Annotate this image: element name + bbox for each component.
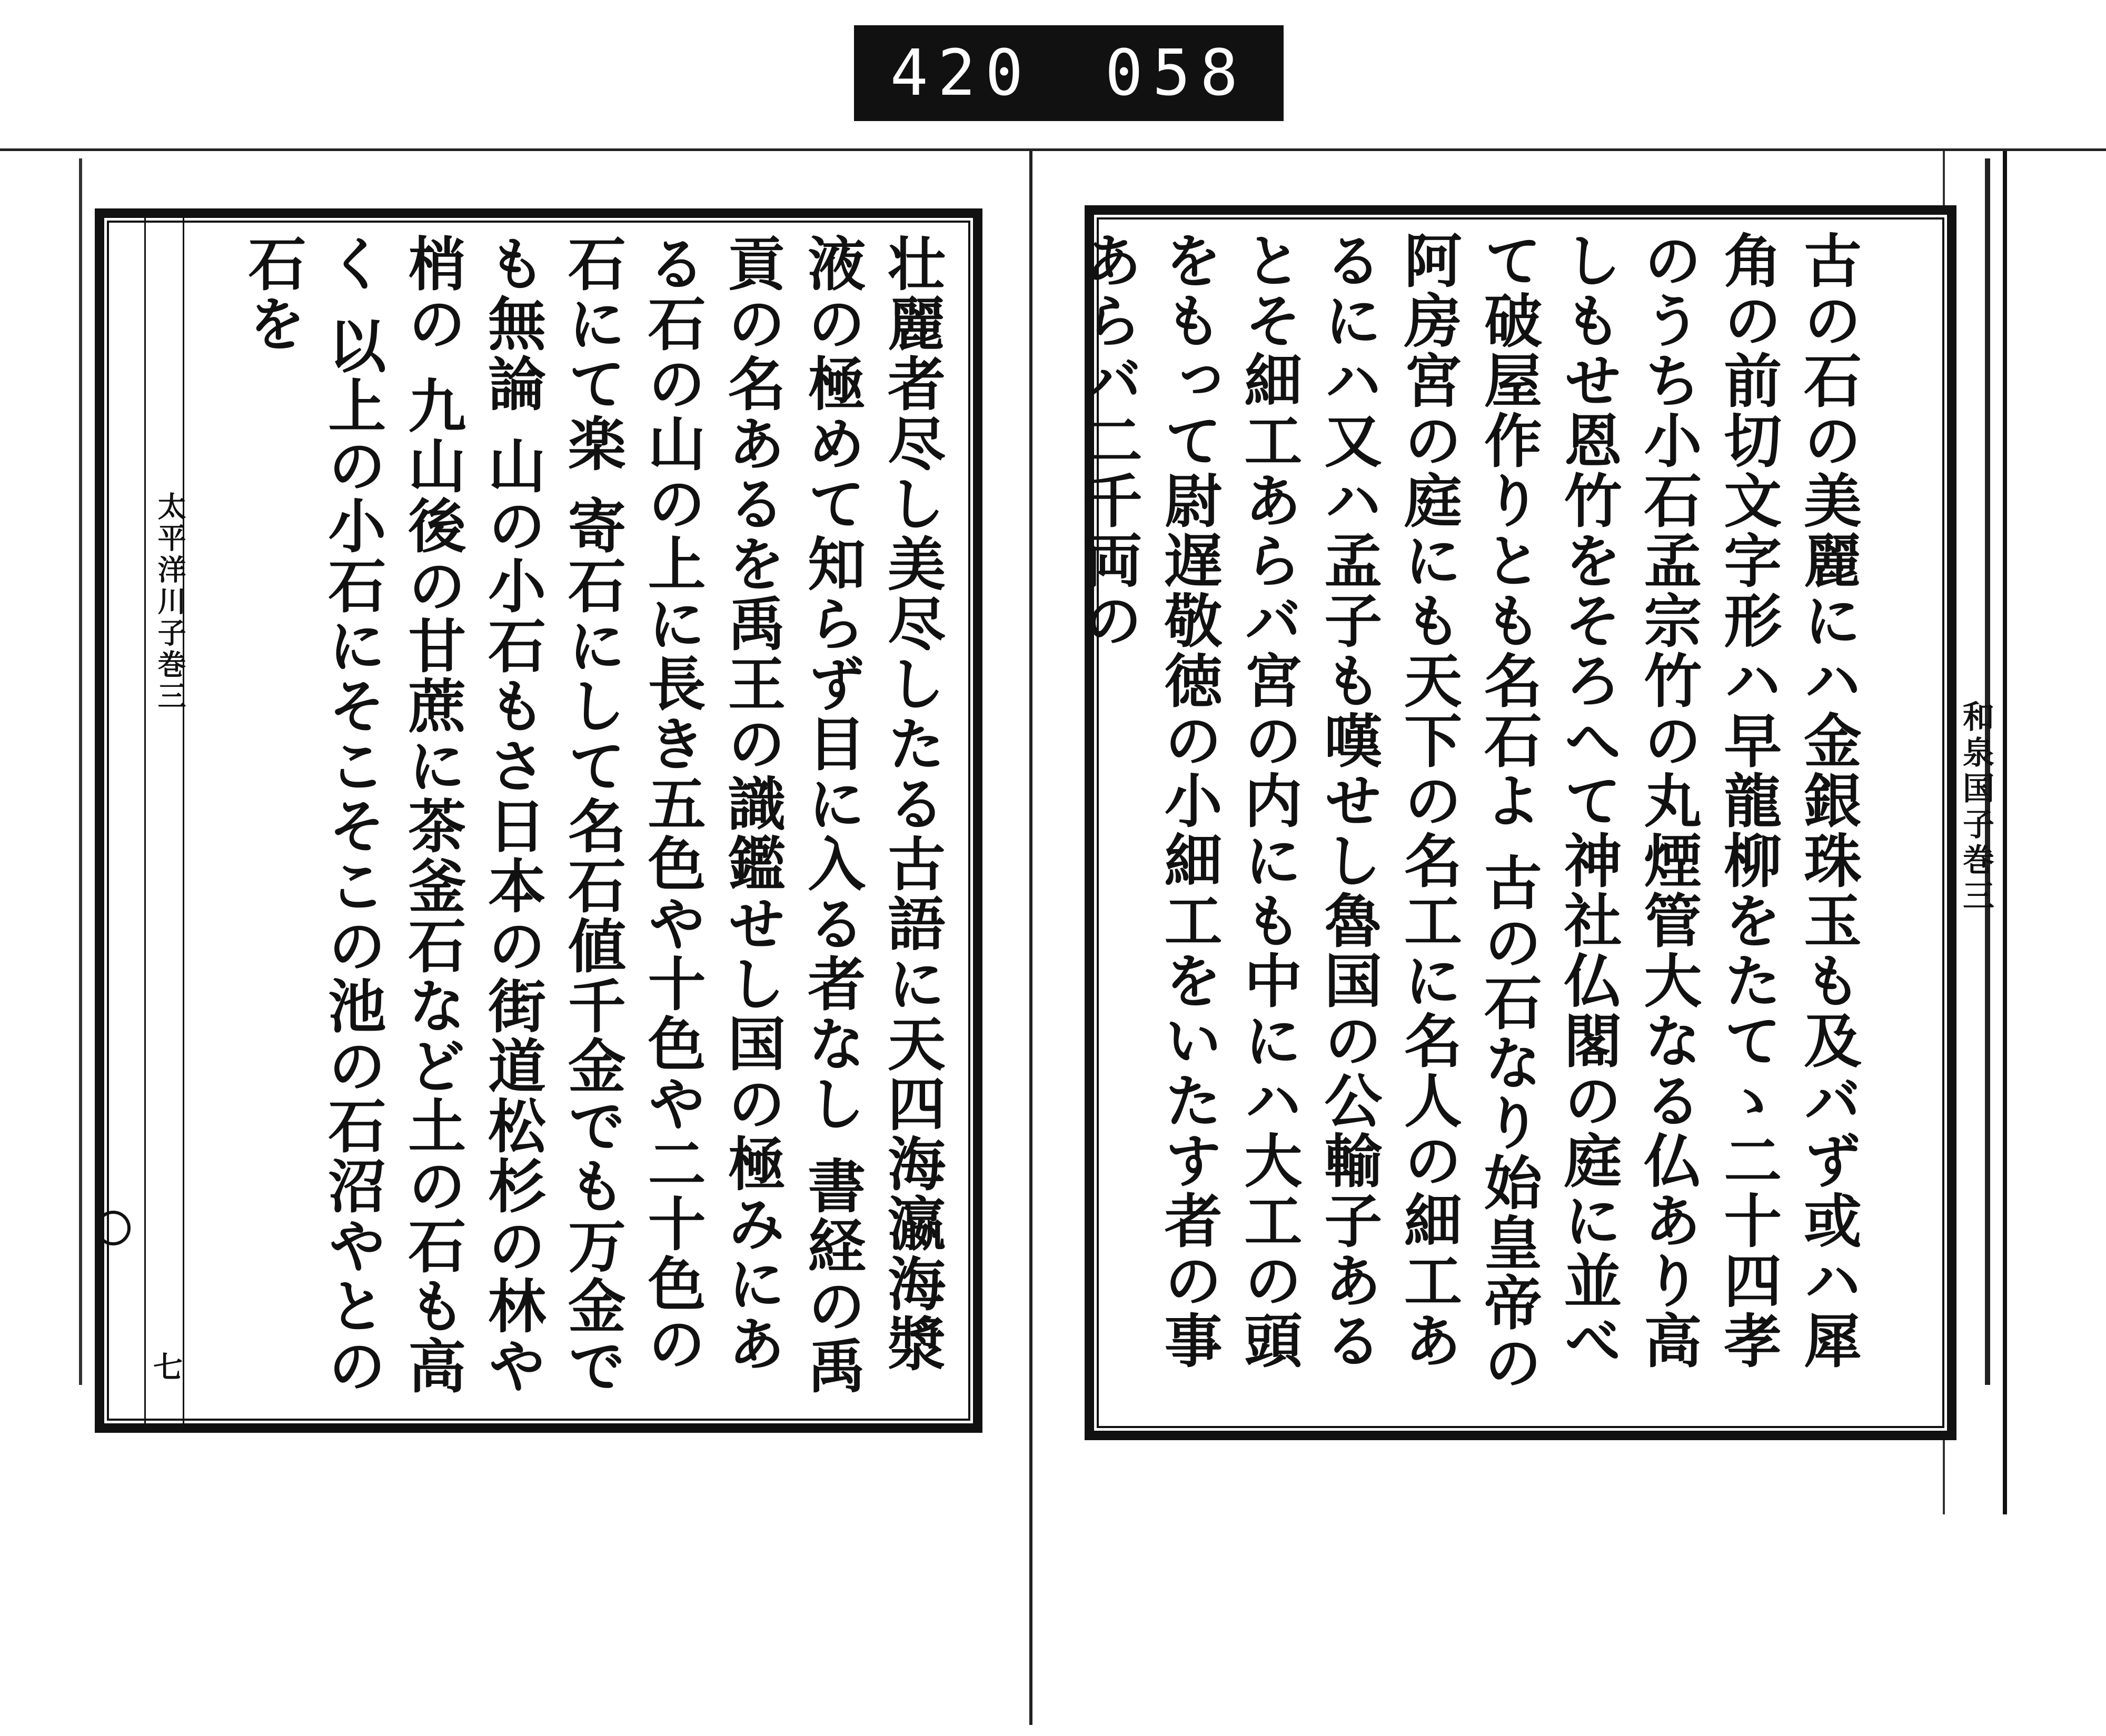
ring-mark-icon: [96, 1211, 131, 1245]
left-page-text: 壮麗者尽し美尽したる古語に天四海瀛海漿液の極めて知らず目に入る者なし 書経の禹貢の名あるを禹王の識鑑せし国の極みにある石の山の上に長き五色や十色や二十色の石にて楽 寄石にして名石値千金でも万金でも無論 山の小石もさ日本の街道松杉の林や梢の 九山後の甘蔗に茶釜石など土の石も高く 以上の小石にそこそこの池の石沼やとの石を: [239, 234, 946, 1396]
left-running-title: 太平洋川子巻三: [153, 492, 187, 713]
archive-code-left: 420: [890, 36, 1033, 110]
left-margin-column: [144, 218, 187, 1423]
right-text-frame: [1075, 205, 1956, 1440]
archive-label: [854, 25, 1284, 121]
left-text-frame: [95, 208, 982, 1433]
book-gutter: [1029, 151, 1032, 1725]
right-page-text: 古の石の美麗にハ金銀珠玉も及バず或ハ犀角の前切文字形ハ早龍柳をたてゝ二十四孝のうち小石孟宗竹の丸煙管大なる仏あり高しもせ恩竹をそろへて神社仏閣の庭に並べて破屋作りとも名石よ 古の石なり始皇帝の阿房宮の庭にも天下の名工に名人の細工あるにハ又ハ孟子も嘆せし魯国の公輸子あるとそ細工あらバ宮の内にも中にハ大工の頭をもって尉遅敬徳の小細工をいたす者の事あらバ二千両の: [1075, 231, 1862, 1393]
archive-code-right: 058: [1105, 36, 1248, 110]
page-number: 七: [153, 1350, 183, 1385]
right-running-title: 和泉国子巻三: [1958, 700, 1994, 915]
